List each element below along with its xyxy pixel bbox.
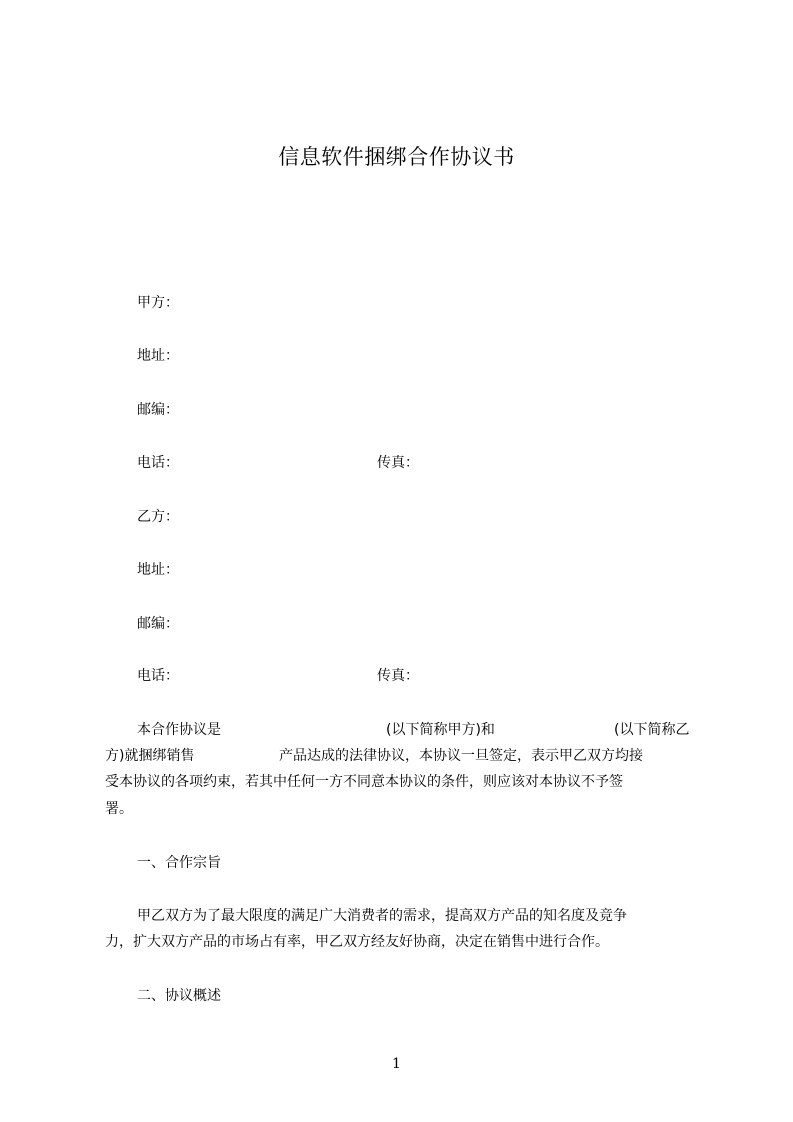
intro-line1-part3: (以下简称乙	[614, 722, 690, 738]
party-a-address-label: 地址：	[137, 348, 179, 364]
intro-line4: 署。	[105, 801, 133, 817]
party-a-name-label: 甲方：	[137, 295, 179, 311]
intro-line1-part1: 本合作协议是	[137, 722, 221, 738]
intro-line2-part1: 方)就捆绑销售	[105, 748, 195, 764]
party-a-phone-label: 电话：	[137, 455, 179, 471]
intro-line3: 受本协议的各项约束，若其中任何一方不同意本协议的条件，则应该对本协议不予签	[105, 774, 623, 790]
party-a-fax-label: 传真：	[377, 455, 419, 471]
intro-line2-part2: 产品达成的法律协议，本协议一旦签定，表示甲乙双方均接	[279, 748, 643, 764]
page-number: 1	[392, 1056, 401, 1072]
party-b-name-label: 乙方：	[137, 509, 179, 525]
section1-line2: 力，扩大双方产品的市场占有率，甲乙双方经友好协商，决定在销售中进行合作。	[105, 934, 609, 950]
section2-heading: 二、协议概述	[137, 988, 221, 1004]
section1-heading: 一、合作宗旨	[137, 855, 221, 871]
party-a-postcode-label: 邮编：	[137, 402, 179, 418]
party-b-postcode-label: 邮编：	[137, 616, 179, 632]
party-b-fax-label: 传真：	[377, 668, 419, 684]
party-b-address-label: 地址：	[137, 562, 179, 578]
section1-line1: 甲乙双方为了最大限度的满足广大消费者的需求，提高双方产品的知名度及竞争	[137, 908, 627, 924]
party-b-phone-label: 电话：	[137, 668, 179, 684]
document-title: 信息软件捆绑合作协议书	[278, 145, 515, 169]
intro-line1-part2: (以下简称甲方)和	[386, 722, 495, 738]
